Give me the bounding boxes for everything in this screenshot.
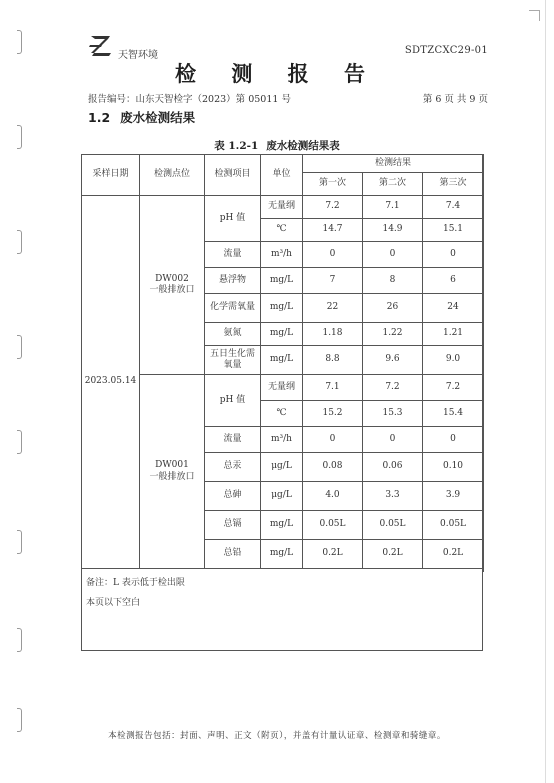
item-cell: 总镉 <box>205 511 261 540</box>
table-number: 表 1.2-1 <box>214 140 259 152</box>
notes-block <box>86 573 185 613</box>
table-row <box>82 196 484 219</box>
table-title: 废水检测结果表 <box>266 140 340 152</box>
header-run-3: 第三次 <box>423 173 484 196</box>
sampling-date-cell: 2023.05.14 <box>82 196 140 569</box>
section-title: 废水检测结果 <box>120 110 196 125</box>
item-cell: 总铅 <box>205 540 261 569</box>
result-cell: 1.18 <box>303 323 363 346</box>
result-cell: 7.2 <box>363 375 423 401</box>
result-cell: 4.0 <box>303 482 363 511</box>
table-caption <box>0 138 554 153</box>
note-remark: 备注：L 表示低于检出限 <box>86 578 185 588</box>
result-cell: 7.4 <box>423 196 484 219</box>
item-cell: 总汞 <box>205 453 261 482</box>
item-cell: 总砷 <box>205 482 261 511</box>
result-cell: 0.05L <box>363 511 423 540</box>
unit-cell: ℃ <box>261 401 303 427</box>
binder-mark <box>17 430 22 454</box>
result-cell: 7.2 <box>423 375 484 401</box>
binder-mark <box>17 230 22 254</box>
item-cell: 流量 <box>205 427 261 453</box>
result-cell: 0.05L <box>423 511 484 540</box>
result-cell: 1.21 <box>423 323 484 346</box>
result-cell: 7.2 <box>303 196 363 219</box>
table-row <box>82 569 484 572</box>
result-cell: 0 <box>303 427 363 453</box>
result-cell: 8.8 <box>303 346 363 375</box>
result-cell: 0.10 <box>423 453 484 482</box>
point-code: DW002 <box>155 273 189 284</box>
result-cell: 9.0 <box>423 346 484 375</box>
result-cell: 0.08 <box>303 453 363 482</box>
unit-cell: mg/L <box>261 346 303 375</box>
header-date: 采样日期 <box>82 155 140 196</box>
result-cell: 8 <box>363 268 423 294</box>
section-number: 1.2 <box>88 110 111 125</box>
result-cell: 7.1 <box>363 196 423 219</box>
result-cell: 0.2L <box>423 540 484 569</box>
unit-cell: mg/L <box>261 323 303 346</box>
result-cell: 15.3 <box>363 401 423 427</box>
document-code: SDTZCXC29-01 <box>404 45 488 56</box>
result-cell: 0.2L <box>303 540 363 569</box>
header-point: 检测点位 <box>140 155 205 196</box>
page-edge <box>545 0 546 783</box>
point-code: DW001 <box>155 460 189 471</box>
note-blank: 本页以下空白 <box>86 598 141 608</box>
result-cell: 0 <box>423 427 484 453</box>
result-cell: 9.6 <box>363 346 423 375</box>
table-spacer <box>82 569 484 572</box>
header-results: 检测结果 <box>303 155 484 173</box>
result-cell: 14.9 <box>363 219 423 242</box>
unit-cell: mg/L <box>261 294 303 323</box>
header-run-2: 第二次 <box>363 173 423 196</box>
result-cell: 15.2 <box>303 401 363 427</box>
item-cell: 流量 <box>205 242 261 268</box>
result-cell: 0.2L <box>363 540 423 569</box>
result-cell: 0 <box>423 242 484 268</box>
unit-cell: m³/h <box>261 427 303 453</box>
unit-cell: 无量纲 <box>261 375 303 401</box>
unit-cell: mg/L <box>261 268 303 294</box>
item-cell: 悬浮物 <box>205 268 261 294</box>
binder-mark <box>17 530 22 554</box>
result-cell: 22 <box>303 294 363 323</box>
page-footer: 本检测报告包括：封面、声明、正文（附页），并盖有计量认证章、检测章和骑缝章。 <box>108 731 446 741</box>
result-cell: 3.3 <box>363 482 423 511</box>
result-cell: 1.22 <box>363 323 423 346</box>
result-cell: 15.4 <box>423 401 484 427</box>
point-type: 一般排放口 <box>149 285 195 295</box>
sampling-point-cell <box>140 375 205 569</box>
results-table <box>81 154 484 572</box>
page-corner <box>529 10 540 21</box>
result-cell: 7.1 <box>303 375 363 401</box>
unit-cell: mg/L <box>261 540 303 569</box>
sampling-point-cell <box>140 196 205 375</box>
result-cell: 24 <box>423 294 484 323</box>
header-unit: 单位 <box>261 155 303 196</box>
item-cell: 氨氮 <box>205 323 261 346</box>
point-type: 一般排放口 <box>149 471 195 482</box>
unit-cell: 无量纲 <box>261 196 303 219</box>
header-run-1: 第一次 <box>303 173 363 196</box>
result-cell: 7 <box>303 268 363 294</box>
binder-mark <box>17 30 22 54</box>
result-cell: 0 <box>363 427 423 453</box>
result-cell: 15.1 <box>423 219 484 242</box>
result-cell: 0.06 <box>363 453 423 482</box>
unit-cell: ℃ <box>261 219 303 242</box>
result-cell: 3.9 <box>423 482 484 511</box>
header-item: 检测项目 <box>205 155 261 196</box>
result-cell: 0 <box>363 242 423 268</box>
result-cell: 0.05L <box>303 511 363 540</box>
section-heading <box>88 108 195 126</box>
result-cell: 14.7 <box>303 219 363 242</box>
result-cell: 6 <box>423 268 484 294</box>
unit-cell: m³/h <box>261 242 303 268</box>
page-number: 第 6 页 共 9 页 <box>422 94 488 105</box>
result-cell: 26 <box>363 294 423 323</box>
unit-cell: μg/L <box>261 453 303 482</box>
item-cell: pH 值 <box>205 196 261 242</box>
table-row <box>82 375 484 401</box>
item-cell: 五日生化需氧量 <box>205 346 261 375</box>
company-logo-icon <box>88 32 114 58</box>
page-title: 检 测 报 告 <box>175 61 379 86</box>
item-cell: 化学需氧量 <box>205 294 261 323</box>
company-name: 天智环境 <box>118 50 158 61</box>
report-number: 报告编号：山东天智检字（2023）第 05011 号 <box>88 94 291 105</box>
unit-cell: μg/L <box>261 482 303 511</box>
unit-cell: mg/L <box>261 511 303 540</box>
binder-mark <box>17 628 22 652</box>
item-cell: pH 值 <box>205 375 261 427</box>
binder-mark <box>17 335 22 359</box>
result-cell: 0 <box>303 242 363 268</box>
